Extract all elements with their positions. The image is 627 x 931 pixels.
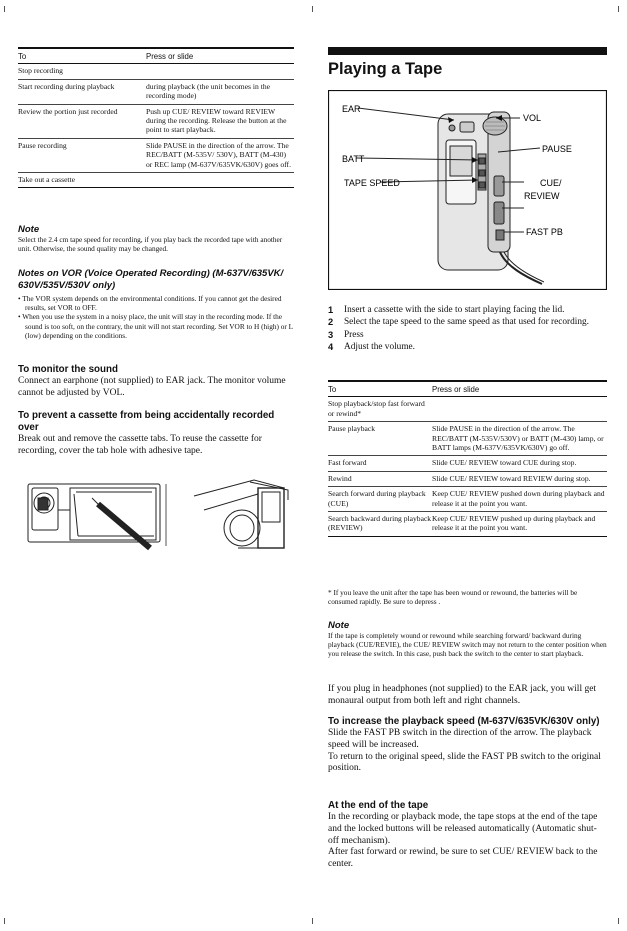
notes-vor-heading: Notes on VOR (Voice Operated Recording) (M-637V/635VK/ 630V/535V/530V only) xyxy=(18,268,284,291)
table-row xyxy=(18,64,294,79)
cell-action: Search forward during playback (CUE) xyxy=(328,487,432,512)
note-text: If the tape is completely wound or rewound while searching forward/ backward during playback (CUE/REVIE), the CUE/ REVIEW switch may not return to the center position when you release the switch. In this case, push back the switch to the center to start playback. xyxy=(328,631,607,659)
prevent-heading: To prevent a cassette from being accidentally recorded over xyxy=(18,410,275,433)
label-vol: VOL xyxy=(523,113,542,123)
note-heading: Note xyxy=(328,620,350,631)
crop-mark-top-left xyxy=(4,6,5,12)
cell-action: Stop recording xyxy=(18,64,146,79)
cell-action: Rewind xyxy=(328,471,432,486)
cell-control xyxy=(146,64,294,79)
table-row xyxy=(18,138,294,172)
list-item: 1 Insert a cassette with the side to start playing facing the lid. xyxy=(328,305,565,315)
prevent-text: Break out and remove the cassette tabs. To reuse the cassette for recording, cover the tab hole with adhesive tape. xyxy=(18,434,262,456)
cell-action: Pause recording xyxy=(18,138,146,172)
header-press-or-slide: Press or slide xyxy=(146,50,294,64)
playback-steps xyxy=(328,304,607,354)
table-row xyxy=(328,487,607,512)
increase-speed-section xyxy=(328,716,607,775)
prevent-section xyxy=(18,410,294,458)
top-rule xyxy=(18,47,294,49)
header-press-or-slide: Press or slide xyxy=(432,383,607,397)
footnote: * If you leave the unit after the tape has been wound or rewound, the batteries will be consumed rapidly. Be sure to depress . xyxy=(328,588,578,607)
end-of-tape-text-2: After fast forward or rewind, be sure to set CUE/ REVIEW back to the center. xyxy=(328,847,598,870)
cell-control xyxy=(146,173,294,188)
recording-operations-table xyxy=(18,50,294,188)
cell-action: Take out a cassette xyxy=(18,173,146,188)
cell-control xyxy=(432,397,607,422)
crop-mark-bottom-center xyxy=(312,918,313,924)
cell-control: Slide PAUSE in the direction of the arrow. The REC/BATT (M-535V/530V) or BATT (M-430) lamp, or BATT lamps (M-637V/635VK/630V) go off. xyxy=(432,422,607,456)
label-fast-pb: FAST PB xyxy=(526,227,563,237)
table-row xyxy=(328,422,607,456)
cell-action: Search backward during playback (REVIEW) xyxy=(328,512,432,537)
header-to: To xyxy=(18,50,146,64)
label-batt: BATT xyxy=(342,154,365,164)
cassette-body-shape xyxy=(28,484,160,542)
table-row xyxy=(18,104,294,138)
cell-control: Keep CUE/ REVIEW pushed down during playback and release it at the point you want. xyxy=(432,487,607,512)
note-text: Select the 2.4 cm tape speed for recording, if you play back the recorded tape with another unit. Otherwise, the sound quality may be changed. xyxy=(18,235,283,254)
list-item: 2 Select the tape speed to the same speed as that used for recording. xyxy=(328,317,589,328)
table-header-row xyxy=(328,383,607,397)
headphones-text: If you plug in headphones (not supplied) to the EAR jack, you will get monaural output from both left and right channels. xyxy=(328,684,597,706)
list-item: • The VOR system depends on the environmental conditions. If you cannot get the desired results, set VOR to OFF. xyxy=(18,294,282,313)
crop-mark-top-right xyxy=(618,6,619,12)
end-of-tape-section xyxy=(328,800,607,871)
label-tape-speed: TAPE SPEED xyxy=(344,178,400,188)
cell-action: Fast forward xyxy=(328,456,432,471)
cell-control: during playback (the unit becomes in the recording mode) xyxy=(146,79,294,104)
table-header-row xyxy=(18,50,294,64)
list-item: 4 Adjust the volume. xyxy=(328,342,416,353)
vor-bullet-list xyxy=(18,294,294,340)
title-bar xyxy=(328,47,607,55)
label-review: REVIEW xyxy=(524,191,560,201)
notes-vor xyxy=(18,268,294,340)
end-of-tape-text-1: In the recording or playback mode, the tape stops at the end of the tape and the locked buttons will be released automatically (Automatic shut-off mechanism). xyxy=(328,812,598,846)
cell-control: Slide PAUSE in the direction of the arrow. The REC/BATT (M-535V/ 530V), BATT (M-430) or REC lamp (M-637V/635VK/630V) goes off. xyxy=(146,138,294,172)
list-item: 3 Press xyxy=(328,329,364,340)
list-item: • When you use the system in a noisy place, the unit will stay in the recording mode. If the sound is too soft, on the contrary, the unit will not start recording. Set VOR to H (high) or L (low) depending on the conditions. xyxy=(18,312,293,340)
increase-speed-text-1: Slide the FAST PB switch in the direction of the arrow. The playback speed will be increased. xyxy=(328,728,592,750)
cell-action: Pause playback xyxy=(328,422,432,456)
note-heading: Note xyxy=(18,224,40,235)
monitor-heading: To monitor the sound xyxy=(18,364,118,375)
label-cue: CUE/ xyxy=(540,178,562,188)
end-of-tape-heading: At the end of the tape xyxy=(328,800,429,811)
cell-action: Stop playback/stop fast forward or rewind* xyxy=(328,397,432,422)
table-row xyxy=(328,471,607,486)
cassette-tab-illustration xyxy=(18,470,294,552)
cell-action: Start recording during playback xyxy=(18,79,146,104)
crop-mark-bottom-right xyxy=(618,918,619,924)
table-row xyxy=(328,456,607,471)
cell-control: Push up CUE/ REVIEW toward REVIEW during the recording. Release the button at the point to start playback. xyxy=(146,104,294,138)
monitor-section xyxy=(18,364,294,400)
note-speed xyxy=(18,224,294,253)
cell-control: Slide CUE/ REVIEW toward REVIEW during stop. xyxy=(432,471,607,486)
cell-control: Slide CUE/ REVIEW toward CUE during stop. xyxy=(432,456,607,471)
table-row xyxy=(18,79,294,104)
playback-operations-table xyxy=(328,383,607,537)
label-ear: EAR xyxy=(342,104,361,114)
cell-action: Review the portion just recorded xyxy=(18,104,146,138)
increase-speed-heading: To increase the playback speed (M-637V/635VK/630V only) xyxy=(328,716,600,727)
table-row xyxy=(328,397,607,422)
recorder-diagram xyxy=(328,90,607,290)
page-title: Playing a Tape xyxy=(328,60,443,78)
cell-control: Keep CUE/ REVIEW pushed up during playback and release it at the point you want. xyxy=(432,512,607,537)
label-pause: PAUSE xyxy=(542,144,572,154)
table-top-rule xyxy=(328,380,607,382)
crop-mark-top-center xyxy=(312,6,313,12)
table-row xyxy=(328,512,607,537)
crop-mark-bottom-left xyxy=(4,918,5,924)
note-search xyxy=(328,620,607,659)
table-row xyxy=(18,173,294,188)
increase-speed-text-2: To return to the original speed, slide the FAST PB switch to the original position. xyxy=(328,751,601,774)
header-to: To xyxy=(328,383,432,397)
monitor-text: Connect an earphone (not supplied) to EAR jack. The monitor volume cannot be adjusted by VOL. xyxy=(18,376,286,398)
